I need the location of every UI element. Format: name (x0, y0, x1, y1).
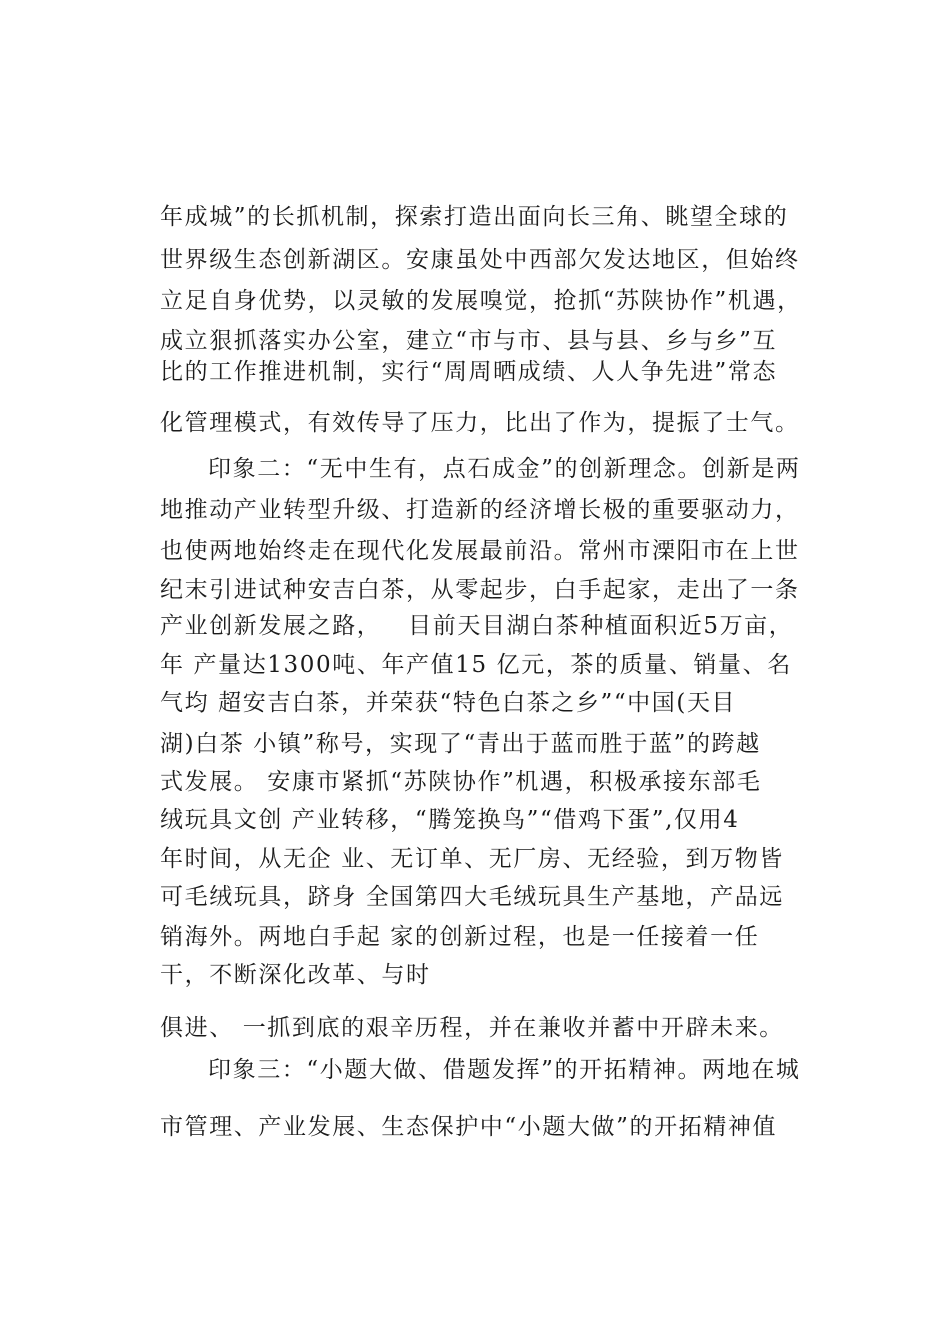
text-line: 立足自身优势，以灵敏的发展嗅觉，抢抓“苏陕协作”机遇， (160, 288, 802, 314)
text-line: 式发展。 安康市紧抓“苏陕协作”机遇，积极承接东部毛 (160, 769, 762, 795)
text-line: 化管理模式，有效传导了压力，比出了作为，提振了士气。 (160, 410, 800, 436)
text-line: 产业创新发展之路， 目前天目湖白茶种植面积近5万亩， (160, 613, 794, 639)
text-line: 纪末引进试种安吉白茶，从零起步，白手起家，走出了一条 (160, 577, 800, 603)
paragraph-start-line: 印象二：“无中生有，点石成金”的创新理念。创新是两 (208, 456, 801, 482)
text-line: 年 产量达1300吨、年产值15 亿元，茶的质量、销量、名 (160, 652, 792, 678)
text-line: 气均 超安吉白茶，并荣获“特色白茶之乡”“中国(天目 (160, 690, 737, 716)
text-line: 年成城”的长抓机制，探索打造出面向长三角、眺望全球的 (160, 204, 789, 230)
text-line: 世界级生态创新湖区。安康虽处中西部欠发达地区，但始终 (160, 247, 800, 273)
paragraph-start-line: 印象三：“小题大做、借题发挥”的开拓精神。两地在城 (208, 1057, 801, 1083)
text-line: 比的工作推进机制，实行“周周晒成绩、人人争先进”常态 (160, 359, 778, 385)
text-line: 绒玩具文创 产业转移，“腾笼换鸟”“借鸡下蛋”,仅用4 (160, 807, 740, 833)
text-line: 地推动产业转型升级、打造新的经济增长极的重要驱动力， (160, 497, 800, 523)
text-line: 干，不断深化改革、与时 (160, 962, 431, 988)
text-line: 俱进、 一抓到底的艰辛历程，并在兼收并蓄中开辟未来。 (160, 1015, 784, 1041)
text-line: 可毛绒玩具，跻身 全国第四大毛绒玩具生产基地，产品远 (160, 884, 784, 910)
text-line: 年时间，从无企 业、无订单、无厂房、无经验，到万物皆 (160, 846, 784, 872)
text-line: 湖)白茶 小镇”称号，实现了“青出于蓝而胜于蓝”的跨越 (160, 731, 761, 757)
text-line: 市管理、产业发展、生态保护中“小题大做”的开拓精神值 (160, 1114, 778, 1140)
text-line: 成立狠抓落实办公室，建立“市与市、县与县、乡与乡”互 (160, 328, 778, 354)
text-line: 销海外。两地白手起 家的创新过程，也是一任接着一任 (160, 924, 760, 950)
text-line: 也使两地始终走在现代化发展最前沿。常州市溧阳市在上世 (160, 538, 800, 564)
